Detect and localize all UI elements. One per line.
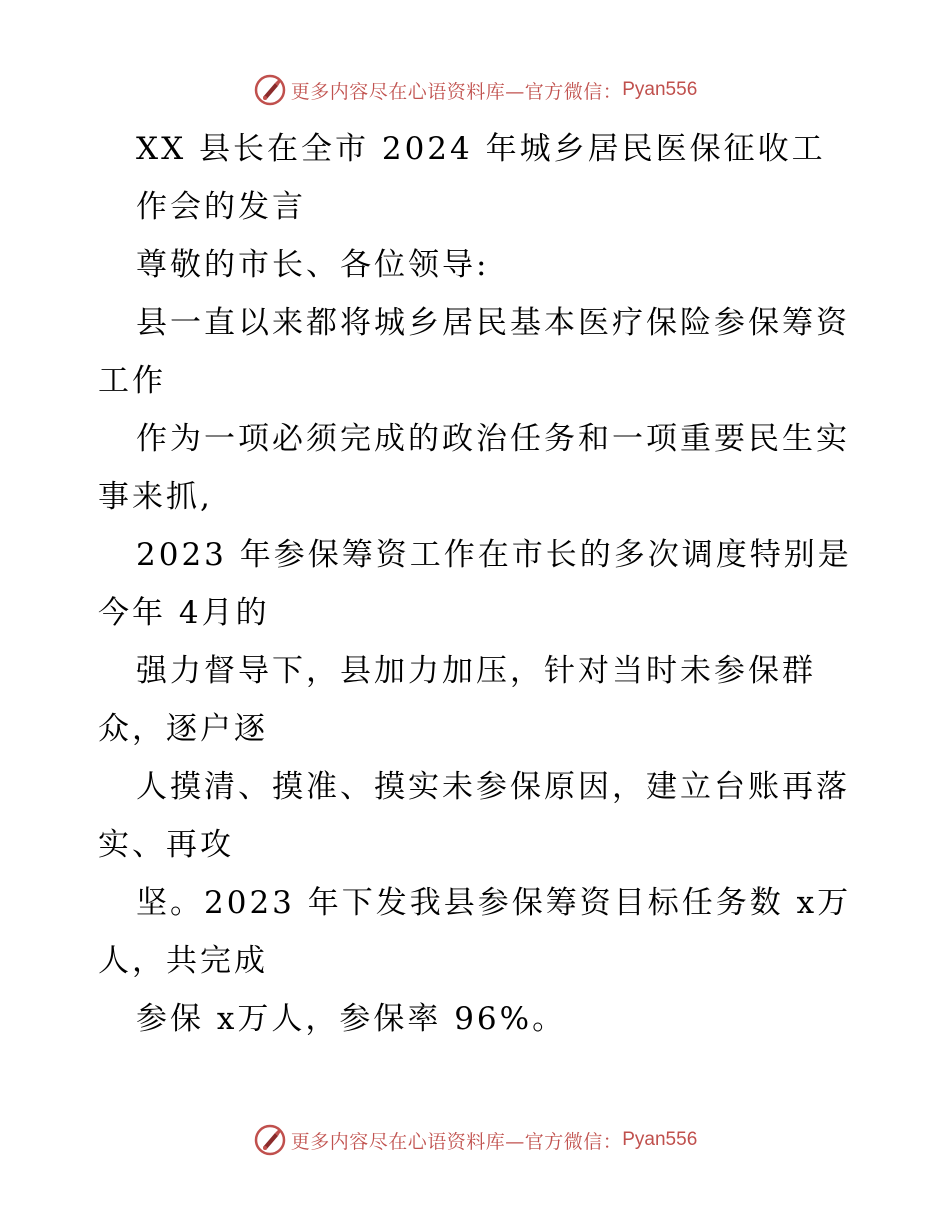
document-line: 事来抓,: [98, 479, 213, 515]
document-line: 人，共完成: [98, 943, 268, 979]
document-line: 2023 年参保筹资工作在市长的多次调度特别是: [136, 537, 852, 573]
document-line: 众，逐户逐: [98, 711, 268, 747]
document-line: 参保 x万人，参保率 96%。: [136, 1001, 567, 1037]
footer-wechat-id: Pyan556: [622, 1129, 698, 1150]
document-line: 实、再攻: [98, 827, 234, 863]
document-line: 县一直以来都将城乡居民基本医疗保险参保筹资: [136, 305, 850, 341]
document-line: 人摸清、摸准、摸实未参保原因，建立台账再落: [136, 769, 850, 805]
document-line: 今年 4月的: [98, 595, 270, 631]
footer-banner-text: 更多内容尽在心语资料库—官方微信：: [290, 1130, 623, 1153]
document-line: 尊敬的市长、各位领导:: [136, 247, 490, 283]
header-wechat-id: Pyan556: [622, 79, 698, 100]
pen-logo-icon: [253, 73, 287, 107]
document-line: 作会的发言: [136, 189, 306, 225]
document-body: [98, 120, 858, 1048]
document-line: 作为一项必须完成的政治任务和一项重要民生实: [136, 421, 850, 457]
document-line: 工作: [98, 363, 166, 399]
footer-banner: [0, 1120, 950, 1160]
document-line: XX 县长在全市 2024 年城乡居民医保征收工: [136, 131, 826, 167]
document-line: 强力督导下，县加力加压，针对当时未参保群: [136, 653, 816, 689]
header-banner: [0, 70, 950, 110]
document-line: 坚。2023 年下发我县参保筹资目标任务数 x万: [136, 885, 852, 921]
pen-logo-icon: [253, 1123, 287, 1157]
header-banner-text: 更多内容尽在心语资料库—官方微信：: [290, 80, 623, 103]
